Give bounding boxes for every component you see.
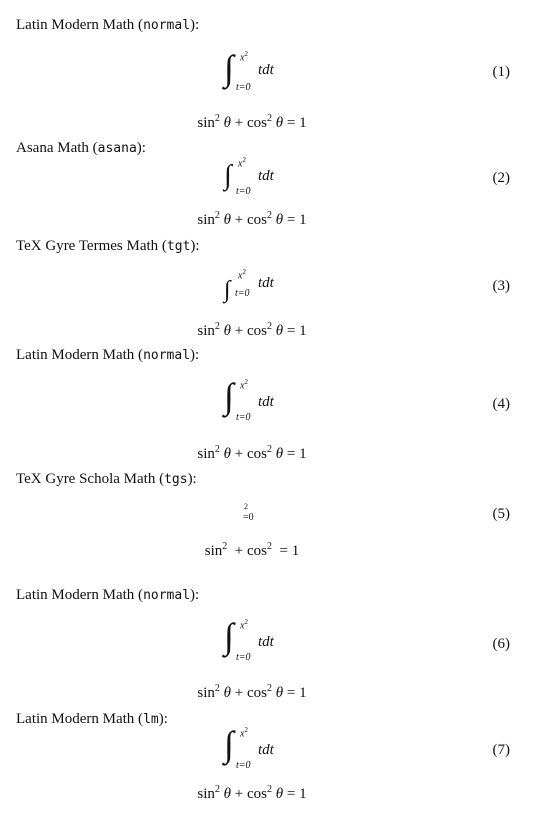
lower-limit: t=0 bbox=[236, 652, 251, 663]
equation-7 bbox=[0, 724, 540, 771]
upper-limit: $x^2$ bbox=[240, 50, 248, 64]
integral-sign: ∫ bbox=[224, 277, 231, 303]
integrand: tdt bbox=[258, 394, 274, 410]
integral-expression bbox=[224, 616, 284, 664]
section-heading-4: Latin Modern Math (normal): bbox=[16, 347, 200, 363]
integrand: tdt bbox=[258, 62, 274, 78]
integral-expression-broken bbox=[240, 502, 280, 532]
integral-expression bbox=[224, 268, 284, 312]
lower-limit: t=0 bbox=[235, 288, 250, 299]
lower-limit: =0 bbox=[243, 512, 254, 523]
upper-limit: $x^2$ bbox=[240, 618, 248, 632]
upper-limit: $x^2$ bbox=[240, 726, 248, 740]
equation-number: (1) bbox=[492, 64, 510, 80]
upper-limit: $x^2$ bbox=[240, 378, 248, 392]
section-heading-3: TeX Gyre Termes Math (tgt): bbox=[16, 238, 200, 254]
section-heading-7: Latin Modern Math (lm): bbox=[16, 711, 168, 727]
upper-limit: 2 bbox=[244, 502, 248, 511]
equation-number: (3) bbox=[492, 278, 510, 294]
upper-limit: $x^2$ bbox=[238, 268, 246, 282]
equation-number: (4) bbox=[492, 396, 510, 412]
equation-1 bbox=[0, 48, 540, 93]
integral-sign: ∫ bbox=[224, 160, 232, 191]
integral-sign: ∫ bbox=[224, 616, 234, 656]
integral-expression bbox=[224, 48, 284, 96]
equation-number: (7) bbox=[492, 742, 510, 758]
section-heading-6: Latin Modern Math (normal): bbox=[16, 587, 200, 603]
lower-limit: t=0 bbox=[236, 186, 251, 197]
integral-expression bbox=[224, 724, 284, 772]
trig-identity-3: $\sin^2 \theta + \cos^2 \theta = 1$ bbox=[197, 321, 307, 339]
integral-sign: ∫ bbox=[224, 724, 234, 764]
integral-expression bbox=[224, 376, 284, 424]
lower-limit: t=0 bbox=[236, 82, 251, 93]
equation-number: (6) bbox=[492, 636, 510, 652]
equation-number: (2) bbox=[492, 170, 510, 186]
trig-identity-7: $\sin^2 \theta + \cos^2 \theta = 1$ bbox=[197, 784, 307, 802]
trig-identity-2: $\sin^2 \theta + \cos^2 \theta = 1$ bbox=[197, 210, 307, 228]
equation-number: (5) bbox=[492, 506, 510, 522]
equation-4 bbox=[0, 376, 540, 423]
integrand: tdt bbox=[258, 168, 274, 184]
trig-identity-1: $\sin^2 \theta + \cos^2 \theta = 1$ bbox=[197, 113, 307, 131]
integrand: tdt bbox=[258, 634, 274, 650]
section-heading-1: Latin Modern Math (normal): bbox=[16, 17, 200, 33]
equation-3 bbox=[0, 268, 540, 308]
section-heading-2: Asana Math (asana): bbox=[16, 140, 146, 156]
equation-2 bbox=[0, 156, 540, 196]
integral-expression bbox=[224, 156, 284, 200]
trig-identity-4: $\sin^2 \theta + \cos^2 \theta = 1$ bbox=[197, 444, 307, 462]
equation-6 bbox=[0, 616, 540, 663]
upper-limit: $x^2$ bbox=[238, 156, 246, 170]
equation-5 bbox=[0, 502, 540, 542]
lower-limit: t=0 bbox=[236, 760, 251, 771]
section-heading-5: TeX Gyre Schola Math (tgs): bbox=[16, 471, 197, 487]
trig-identity-6: $\sin^2 \theta + \cos^2 \theta = 1$ bbox=[197, 683, 307, 701]
integral-sign: ∫ bbox=[224, 376, 234, 416]
lower-limit: t=0 bbox=[236, 412, 251, 423]
trig-identity-5: $\sin^2 + \cos^2 = 1$ bbox=[204, 541, 300, 559]
integral-sign: ∫ bbox=[224, 48, 234, 88]
integrand: tdt bbox=[258, 742, 274, 758]
integrand: tdt bbox=[258, 275, 274, 291]
